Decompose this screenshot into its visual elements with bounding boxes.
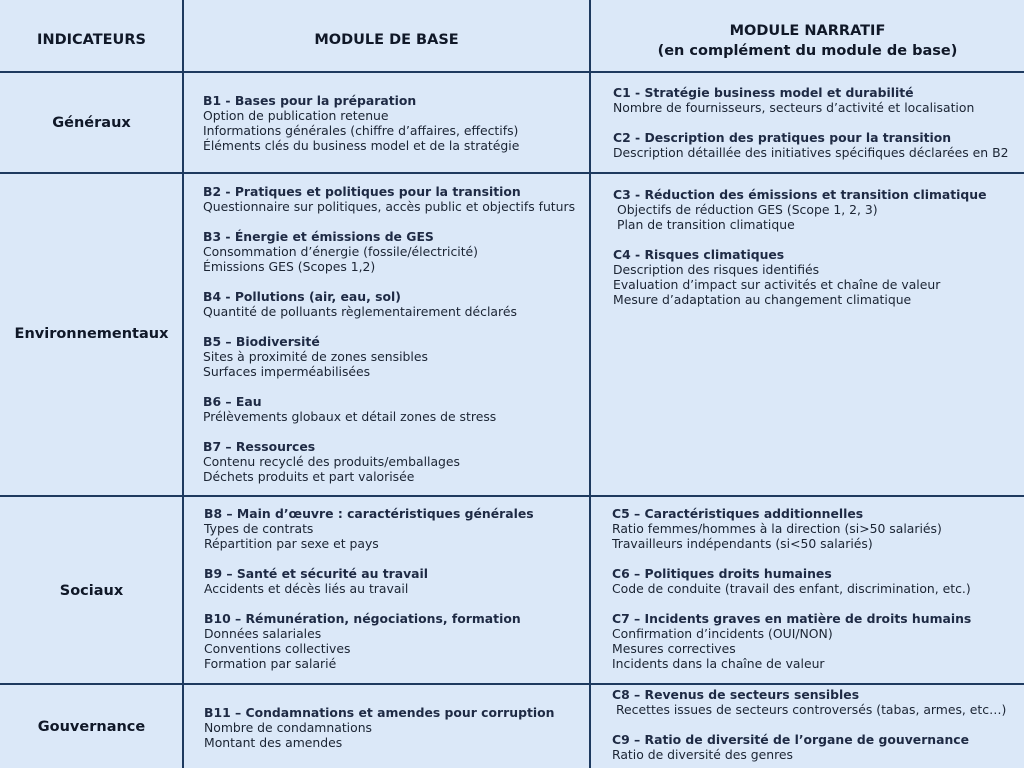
indicator-b1 [203,93,519,153]
indicator-line: Questionnaire sur politiques, accès public et objectifs futurs [203,199,576,214]
category-general: Généraux [52,115,131,131]
row-divider [0,71,1024,73]
row-divider [0,683,1024,685]
narrative-cell-governance [612,687,1006,762]
indicator-line: Émissions GES (Scopes 1,2) [203,259,376,274]
indicator-title: B9 – Santé et sécurité au travail [204,566,429,581]
header-narrative-title: MODULE NARRATIF [729,23,886,39]
header-indicators: INDICATEURS [37,32,146,48]
narrative-cell-environmental [613,187,987,307]
indicator-c7 [612,611,971,671]
indicator-line: Déchets produits et part valorisée [203,469,415,484]
indicator-line: Formation par salarié [204,656,337,671]
indicator-title: B8 – Main d’œuvre : caractéristiques générales [204,506,534,521]
indicator-title: C3 - Réduction des émissions et transition climatique [613,187,987,202]
header-narrative-module [591,21,1024,61]
indicator-title: B6 – Eau [203,394,262,409]
header-base-module: MODULE DE BASE [314,32,459,48]
narrative-cell-general [613,85,1008,160]
indicator-b6 [203,394,575,424]
indicator-b10 [204,611,534,671]
row-divider [0,495,1024,497]
indicator-line: Sites à proximité de zones sensibles [203,349,428,364]
indicator-b2 [203,184,575,214]
column-divider [589,0,591,768]
indicator-title: B1 - Bases pour la préparation [203,93,417,108]
indicator-line: Plan de transition climatique [617,217,795,232]
indicator-title: C1 - Stratégie business model et durabilité [613,85,914,100]
indicator-title: B11 – Condamnations et amendes pour corruption [204,705,555,720]
indicator-c3 [613,187,987,232]
indicator-title: C7 – Incidents graves en matière de droits humains [612,611,972,626]
indicator-line: Recettes issues de secteurs controversés (tabas, armes, etc…) [616,702,1007,717]
indicator-line: Surfaces imperméabilisées [203,364,371,379]
indicator-title: B10 – Rémunération, négociations, formation [204,611,521,626]
indicator-line: Nombre de fournisseurs, secteurs d’activité et localisation [613,100,975,115]
indicator-title: B2 - Pratiques et politiques pour la transition [203,184,521,199]
indicator-title: C9 – Ratio de diversité de l’organe de gouvernance [612,732,970,747]
base-cell-environmental [203,184,575,484]
base-cell-social [204,506,534,671]
indicator-title: C6 – Politiques droits humaines [612,566,832,581]
indicator-b7 [203,439,575,484]
category-social: Sociaux [59,583,124,599]
indicator-line: Éléments clés du business model et de la stratégie [203,138,520,153]
indicator-line: Nombre de condamnations [204,720,373,735]
indicator-b3 [203,229,575,274]
indicator-b9 [204,566,534,596]
indicator-line: Code de conduite (travail des enfant, discrimination, etc.) [612,581,971,596]
indicator-line: Mesure d’adaptation au changement climatique [613,292,912,307]
indicator-title: B4 - Pollutions (air, eau, sol) [203,289,401,304]
indicator-title: C2 - Description des pratiques pour la transition [613,130,952,145]
indicator-c6 [612,566,971,596]
indicator-b8 [204,506,534,551]
indicator-line: Confirmation d’incidents (OUI/NON) [612,626,833,641]
indicator-b5 [203,334,575,379]
indicator-b4 [203,289,575,319]
base-cell-governance [204,705,554,750]
indicator-c8 [612,687,1006,717]
indicator-title: C8 – Revenus de secteurs sensibles [612,687,860,702]
indicator-c9 [612,732,1006,762]
indicator-line: Objectifs de réduction GES (Scope 1, 2, 3) [617,202,878,217]
indicator-line: Informations générales (chiffre d’affaires, effectifs) [203,123,519,138]
indicator-line: Contenu recyclé des produits/emballages [203,454,460,469]
category-governance: Gouvernance [37,719,146,735]
indicator-title: B3 - Énergie et émissions de GES [203,229,434,244]
indicator-line: Ratio femmes/hommes à la direction (si>50 salariés) [612,521,942,536]
indicator-c4 [613,247,987,307]
indicator-line: Consommation d’énergie (fossile/électricité) [203,244,479,259]
indicator-title: B7 – Ressources [203,439,316,454]
indicator-line: Travailleurs indépendants (si<50 salariés) [612,536,873,551]
indicator-line: Conventions collectives [204,641,351,656]
indicator-c1 [613,85,1008,115]
indicator-line: Description des risques identifiés [613,262,820,277]
indicator-line: Montant des amendes [204,735,343,750]
indicator-line: Types de contrats [204,521,314,536]
indicator-line: Description détaillée des initiatives spécifiques déclarées en B2 [613,145,1009,160]
indicator-line: Evaluation d’impact sur activités et chaîne de valeur [613,277,941,292]
indicator-c2 [613,130,1008,160]
category-environmental: Environnementaux [14,326,169,342]
indicator-line: Mesures correctives [612,641,736,656]
base-cell-general [203,93,519,153]
indicator-line: Prélèvements globaux et détail zones de stress [203,409,497,424]
indicator-b11 [204,705,554,750]
indicator-title: C4 - Risques climatiques [613,247,785,262]
indicator-line: Répartition par sexe et pays [204,536,379,551]
indicator-c5 [612,506,971,551]
indicator-line: Incidents dans la chaîne de valeur [612,656,825,671]
row-divider [0,172,1024,174]
indicator-title: C5 – Caractéristiques additionnelles [612,506,864,521]
narrative-cell-social [612,506,971,671]
indicator-line: Quantité de polluants règlementairement déclarés [203,304,517,319]
indicator-line: Données salariales [204,626,322,641]
indicator-line: Option de publication retenue [203,108,389,123]
header-narrative-subtitle: (en complément du module de base) [657,43,958,59]
indicator-line: Accidents et décès liés au travail [204,581,409,596]
indicator-line: Ratio de diversité des genres [612,747,793,762]
indicator-title: B5 – Biodiversité [203,334,320,349]
